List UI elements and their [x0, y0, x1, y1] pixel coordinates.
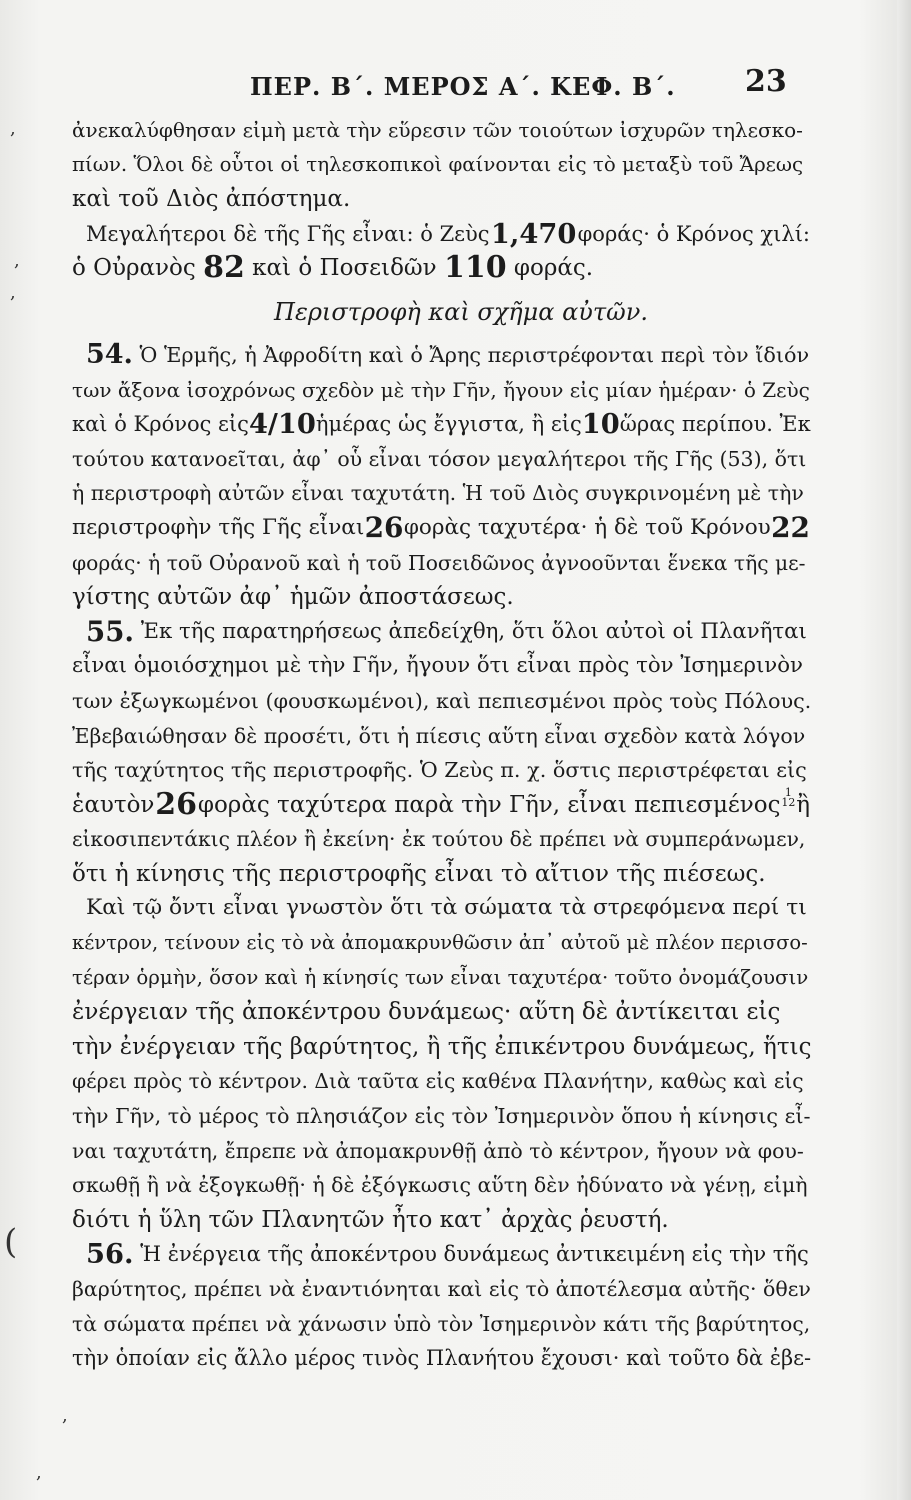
text-line: τὰ σώματα πρέπει νὰ χάνωσιν ὑπὸ τὸν Ἰσημερινὸν κάτι τῆς βαρύτητος, [72, 1311, 811, 1336]
paragraph-number: 55. [86, 614, 135, 648]
text-line: εἶναι ὁμοιόσχημοι μὲ τὴν Γῆν, ἤγουν ὅτι εἶναι πρὸς τὸν Ἰσημερινὸν [72, 653, 803, 679]
text-line: περιστροφὴν τῆς Γῆς εἶναι 26 φορὰς ταχυτέρα· ἡ δὲ τοῦ Κρόνου 22 [72, 510, 810, 544]
fraction: 1 12 [781, 785, 796, 809]
text-line: των ἄξονα ἰσοχρόνως σχεδὸν μὲ τὴν Γῆν, ἤγουν εἰς μίαν ἡμέραν· ὁ Ζεὺς [72, 377, 810, 402]
running-head: ΠΕΡ. Β΄. ΜΕΡΟΣ Α΄. ΚΕΦ. Β΄. [250, 72, 676, 101]
text-line: Ἐβεβαιώθησαν δὲ προσέτι, ὅτι ἡ πίεσις αὕτη εἶναι σχεδὸν κατὰ λόγον [72, 723, 806, 748]
text-line: τούτου κατανοεῖται, ἀφ᾽ οὗ εἶναι τόσον μεγαλήτεροι τῆς Γῆς (53), ὅτι [72, 446, 807, 471]
text-line: ὁ Οὐρανὸς 82 καὶ ὁ Ποσειδῶν 110 φοράς. [72, 250, 594, 286]
text-line: ἡ περιστροφὴ αὐτῶν εἶναι ταχυτάτη. Ἡ τοῦ Διὸς συγκρινομένη μὲ τὴν [72, 481, 804, 506]
margin-mark: , [36, 1462, 42, 1483]
text-line: των ἐξωγκωμένοι (φουσκωμένοι), καὶ πεπιεσμένοι πρὸς τοὺς Πόλους. [72, 688, 812, 713]
text-line: ὅτι ἡ κίνησις τῆς περιστροφῆς εἶναι τὸ αἴτιον τῆς πιέσεως. [72, 860, 766, 887]
text-line: 54. Ὁ Ἑρμῆς, ἡ Ἀφροδίτη καὶ ὁ Ἄρης περιστρέφονται περὶ τὸν ἴδιόν [72, 338, 810, 373]
text-line: φοράς· ἡ τοῦ Οὐρανοῦ καὶ ἡ τοῦ Ποσειδῶνος ἀγνοοῦνται ἕνεκα τῆς με- [72, 550, 806, 575]
text-line: ναι ταχυτάτη, ἔπρεπε νὰ ἀπομακρυνθῇ ἀπὸ τὸ κέντρον, ἤγουν νὰ φου- [72, 1138, 804, 1163]
text-line: ἀνεκαλύφθησαν εἰμὴ μετὰ τὴν εὕρεσιν τῶν τοιούτων ἰσχυρῶν τηλεσκο- [72, 118, 803, 142]
page-edge [897, 0, 911, 1500]
margin-mark: ( [4, 1222, 18, 1262]
paragraph-number: 54. [86, 338, 133, 370]
text-line: γίστης αὐτῶν ἀφ᾽ ἡμῶν ἀποστάσεως. [72, 584, 514, 611]
text-line: κέντρον, τείνουν εἰς τὸ νὰ ἀπομακρυνθῶσιν ἀπ᾽ αὐτοῦ μὲ πλέον περισσο- [72, 931, 808, 955]
text-line: πίων. Ὅλοι δὲ οὗτοι οἱ τηλεσκοπικοὶ φαίνονται εἰς τὸ μεταξὺ τοῦ Ἄρεως [72, 152, 804, 176]
text-line: διότι ἡ ὕλη τῶν Πλανητῶν ἦτο κατ᾽ ἀρχὰς ῥευστή. [72, 1206, 669, 1233]
text-line: ἐνέργειαν τῆς ἀποκέντρου δυνάμεως· αὕτη δὲ ἀντίκειται εἰς [72, 999, 781, 1026]
text-line: εἰκοσιπεντάκις πλέον ἢ ἐκείνη· ἐκ τούτου δὲ πρέπει νὰ συμπεράνωμεν, [72, 827, 806, 852]
text-line: 56. Ἡ ἐνέργεια τῆς ἀποκέντρου δυνάμεως ἀντικειμένη εἰς τὴν τῆς [86, 1238, 809, 1271]
paragraph-number: 56. [86, 1238, 134, 1271]
text-line: καὶ ὁ Κρόνος εἰς 4/10 ἡμέρας ὡς ἔγγιστα, ἢ εἰς 10 ὥρας περίπου. Ἐκ [72, 408, 811, 441]
text-line: τέραν ὁρμὴν, ὅσον καὶ ἡ κίνησίς των εἶναι ταχυτέρα· τοῦτο ὀνομάζουσιν [72, 965, 809, 989]
text-line: καὶ τοῦ Διὸς ἀπόστημα. [72, 186, 351, 213]
text-line: τὴν ὁποίαν εἰς ἄλλο μέρος τινὸς Πλανήτου ἔχουσι· καὶ τοῦτο δὰ ἐβε- [72, 1346, 812, 1371]
text-line: Καὶ τῷ ὄντι εἶναι γνωστὸν ὅτι τὰ σώματα τὰ στρεφόμενα περί τι [86, 895, 807, 921]
body-text [72, 113, 810, 1376]
margin-mark: , [10, 118, 16, 139]
text-line: 55. Ἐκ τῆς παρατηρήσεως ἀπεδείχθη, ὅτι ὅλοι αὐτοὶ οἱ Πλανῆται [86, 614, 807, 648]
margin-mark: , [10, 282, 16, 303]
text-line: βαρύτητος, πρέπει νὰ ἐναντιόνηται καὶ εἰς τὸ ἀποτέλεσμα αὐτῆς· ὅθεν [72, 1277, 811, 1301]
margin-mark: , [14, 250, 20, 271]
text-line: τῆς ταχύτητος τῆς περιστροφῆς. Ὁ Ζεὺς π. χ. ὅστις περιστρέφεται εἰς [72, 758, 807, 783]
text-line: Μεγαλήτεροι δὲ τῆς Γῆς εἶναι: ὁ Ζεὺς 1,470 φοράς· ὁ Κρόνος χιλί: [86, 217, 810, 250]
page-header [0, 62, 911, 102]
text-line: ἑαυτὸν 26 φορὰς ταχύτερα παρὰ τὴν Γῆν, εἶναι πεπιεσμένος 1 12 ἢ [72, 785, 810, 822]
section-heading: Περιστροφὴ καὶ σχῆμα αὐτῶν. [274, 297, 648, 326]
text-line: φέρει πρὸς τὸ κέντρον. Διὰ ταῦτα εἰς καθένα Πλανήτην, καθὼς καὶ εἰς [72, 1069, 804, 1094]
page-number: 23 [745, 64, 787, 99]
margin-mark: , [62, 1405, 68, 1426]
text-line: σκωθῇ ἢ νὰ ἐξογκωθῇ· ἡ δὲ ἐξόγκωσις αὕτη δὲν ἠδύνατο νὰ γένῃ, εἰμὴ [72, 1173, 808, 1198]
text-line: τὴν Γῆν, τὸ μέρος τὸ πλησιάζον εἰς τὸν Ἰσημερινὸν ὅπου ἡ κίνησις εἶ- [72, 1104, 811, 1129]
text-line: τὴν ἐνέργειαν τῆς βαρύτητος, ἢ τῆς ἐπικέντρου δυνάμεως, ἥτις [72, 1033, 812, 1060]
